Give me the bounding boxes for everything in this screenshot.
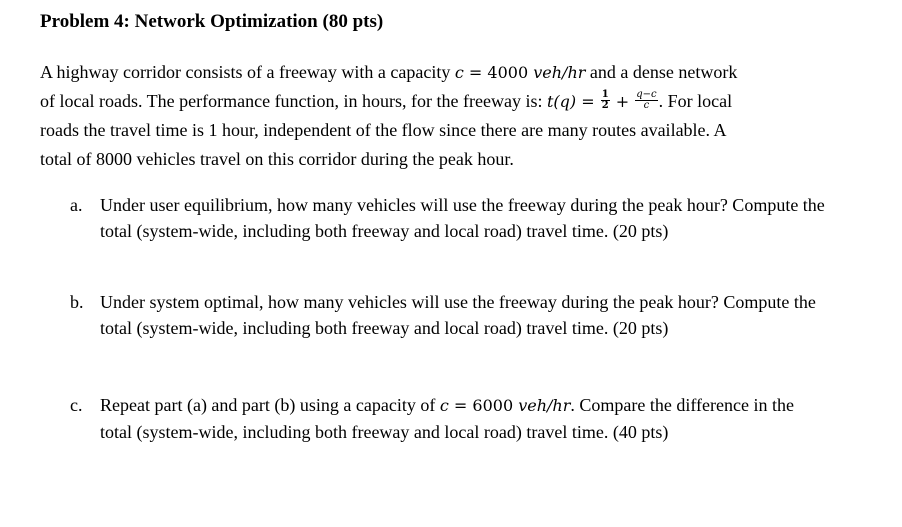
part-c-capacity-unit: veh/hr — [518, 396, 571, 415]
plus-sign: + — [610, 92, 635, 111]
problem-intro — [40, 58, 840, 174]
part-c-text-a: Repeat part (a) and part (b) using a capacity of — [100, 395, 440, 415]
fraction-q-minus-c-over-c — [635, 90, 657, 111]
intro-line1-text-b: and a dense network — [585, 62, 738, 82]
intro-line-1 — [40, 58, 840, 87]
fraction-one-half — [601, 90, 610, 111]
equals-sign: = — [576, 92, 600, 111]
performance-function: t(q) — [547, 92, 577, 111]
capacity-value: = 4000 — [463, 63, 534, 82]
intro-line-3: roads the travel time is 1 hour, independent of the flow since there are many routes available. A — [40, 120, 727, 140]
part-b-text: Under system optimal, how many vehicles will use the freeway during the peak hour? Compute the total (system-wide, including both freeway and local road) travel time. (20 pts) — [100, 292, 816, 338]
fraction-2-denominator: c — [635, 100, 657, 111]
intro-line2-text-a: of local roads. The performance function, in hours, for the freeway is: — [40, 91, 547, 111]
intro-line2-text-b: . For local — [658, 91, 733, 111]
capacity-unit: veh/hr — [533, 63, 586, 82]
intro-line-4: total of 8000 vehicles travel on this corridor during the peak hour. — [40, 149, 514, 169]
part-c-capacity-value: = 6000 — [448, 396, 519, 415]
intro-line-2 — [40, 87, 840, 116]
part-a-text: Under user equilibrium, how many vehicles will use the freeway during the peak hour? Compute the total (system-wide, including both freeway and local road) travel time. (20 pts) — [100, 195, 825, 241]
fraction-1-numerator: 1 — [601, 89, 609, 101]
part-c-text-b: . Compare the difference in the total (system-wide, including both freeway and local road) travel time. (40 pts) — [100, 395, 794, 442]
problem-title: Problem 4: Network Optimization (80 pts) — [40, 11, 384, 32]
part-c-capacity-variable: c — [439, 396, 449, 415]
fraction-2-numerator: q−c — [636, 89, 657, 101]
part-b-label: b. — [70, 292, 84, 312]
part-c-label: c. — [70, 395, 83, 415]
capacity-variable: c — [454, 63, 464, 82]
part-a-label: a. — [70, 195, 83, 215]
intro-line1-text-a: A highway corridor consists of a freeway with a capacity — [40, 62, 455, 82]
fraction-1-denominator: 2 — [601, 100, 609, 112]
part-c-text — [100, 392, 825, 445]
